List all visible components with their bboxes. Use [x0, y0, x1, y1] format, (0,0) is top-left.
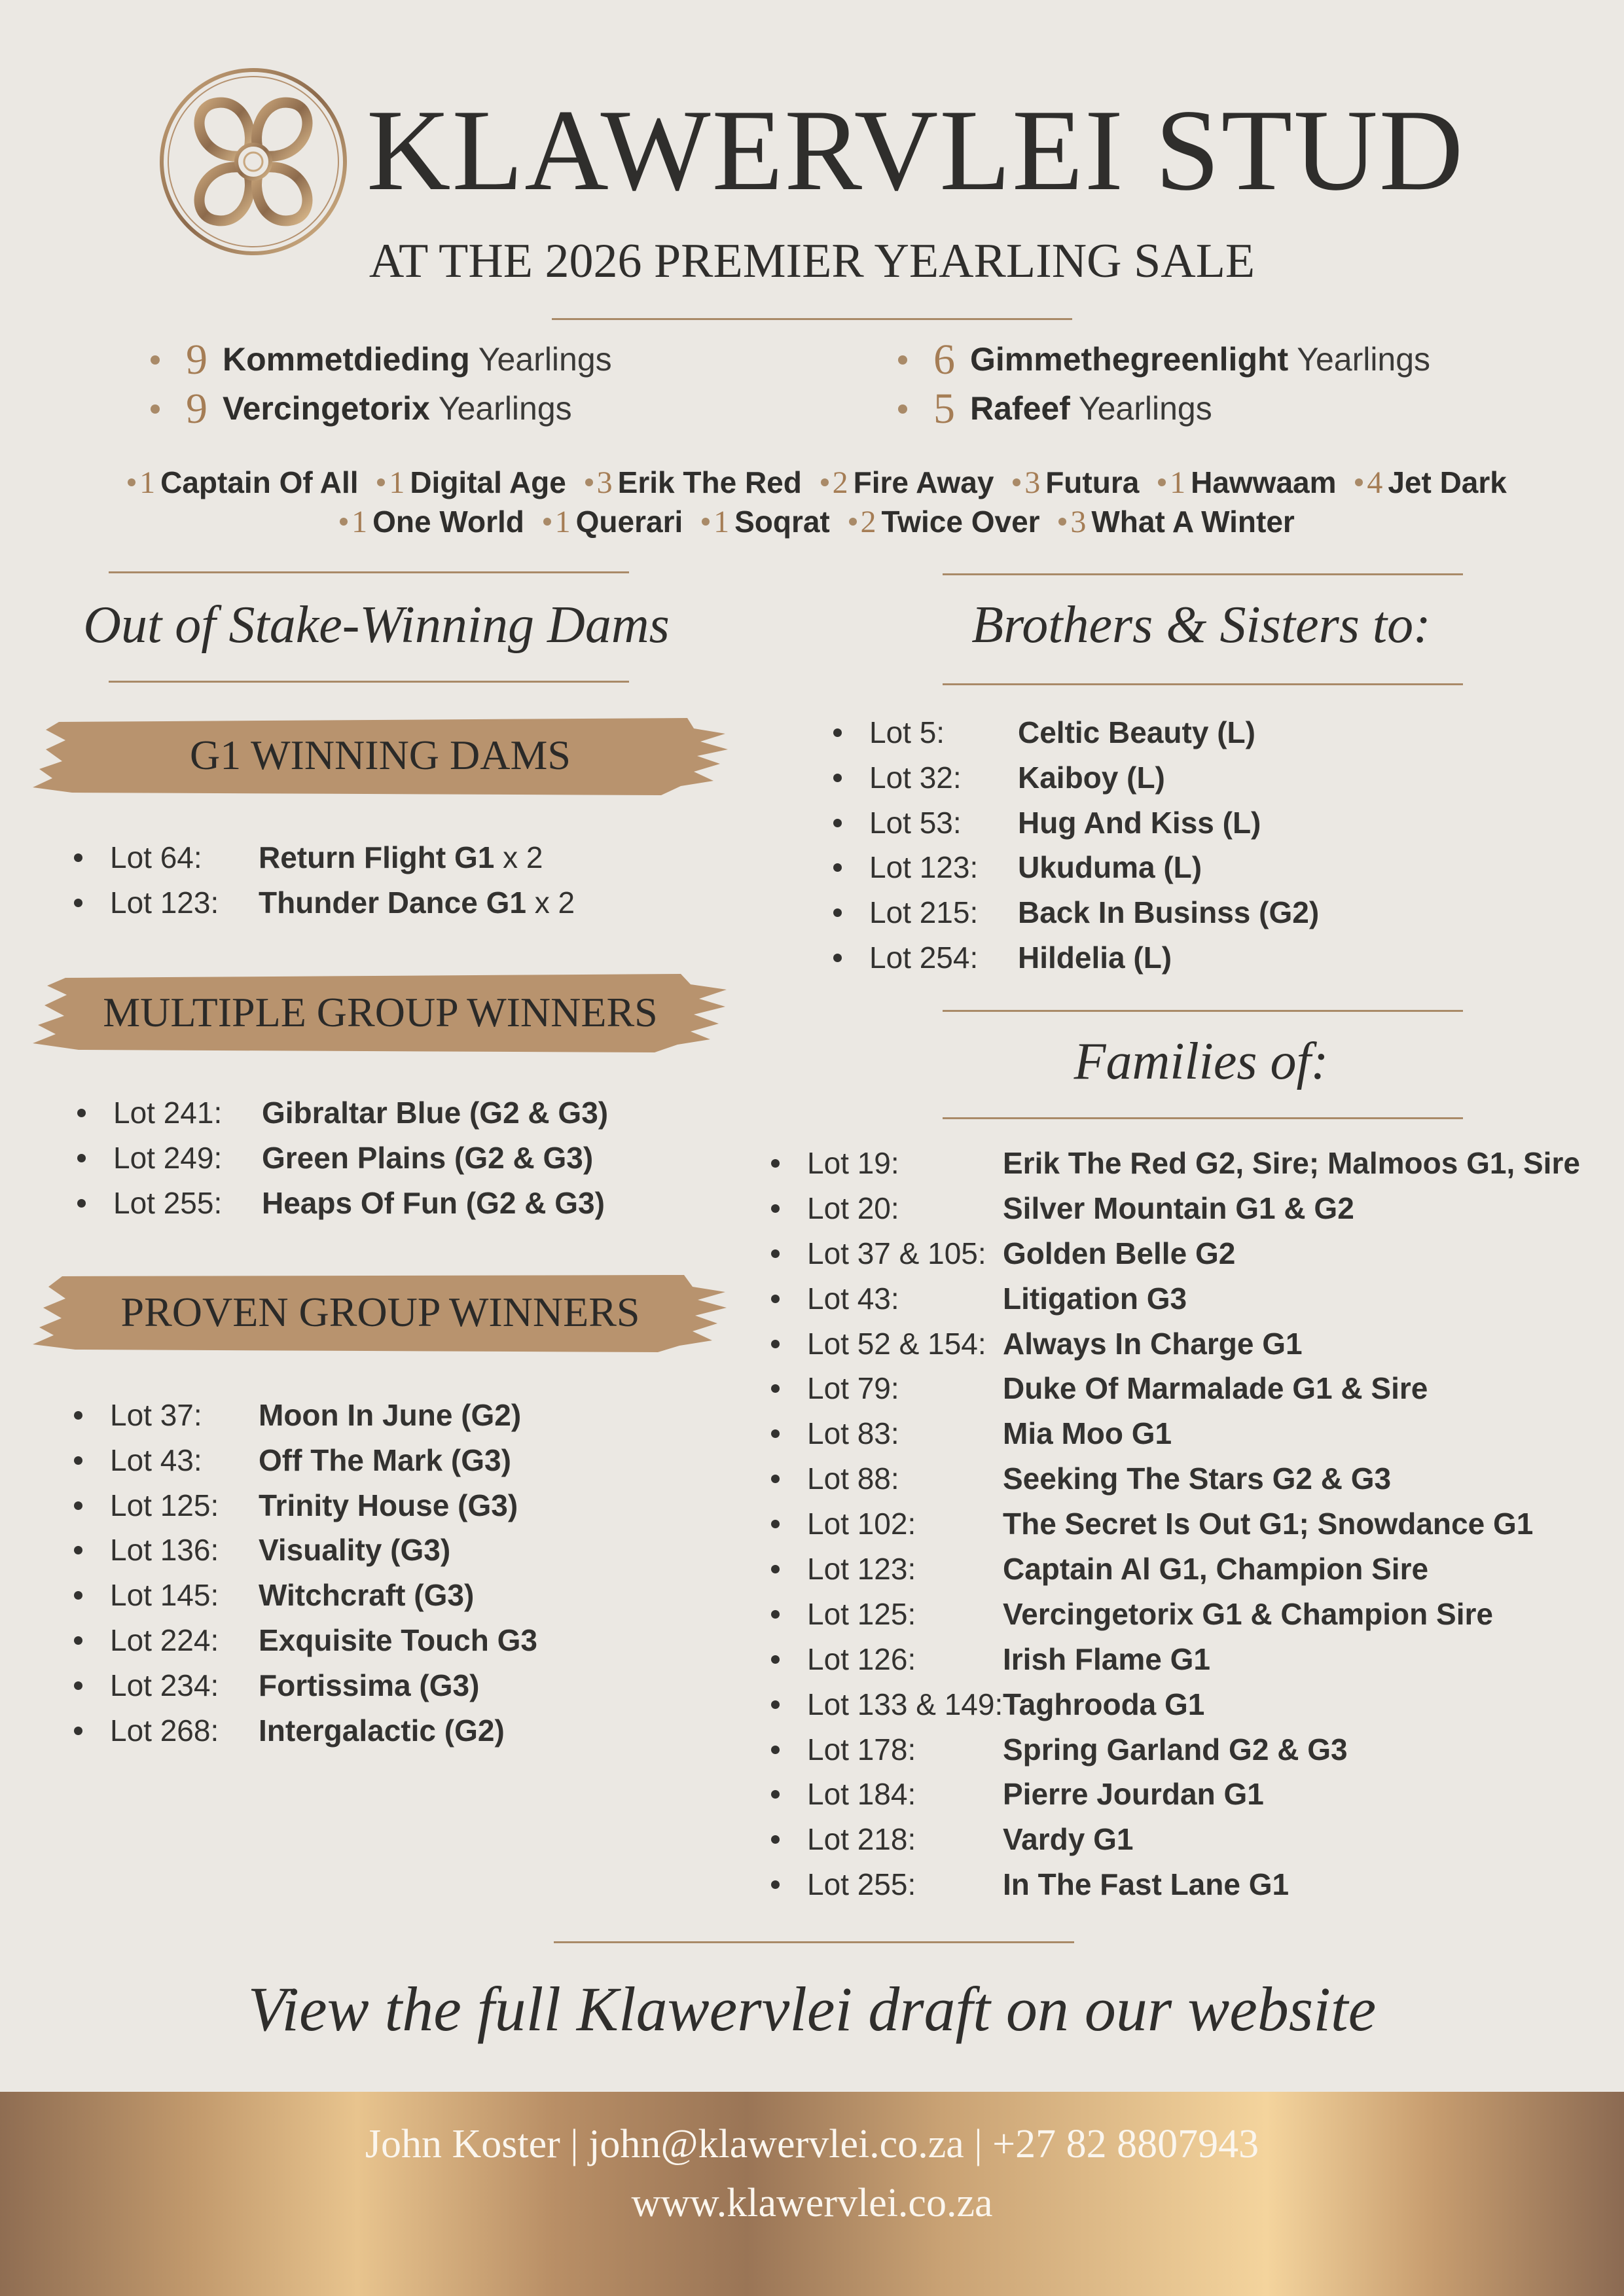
list-item: [74, 1528, 702, 1573]
list-item: [833, 710, 1586, 755]
bullet-dot: [1013, 478, 1020, 486]
g1-dams-list: [74, 835, 702, 925]
bullet-dot: [771, 1384, 780, 1393]
bullet-dot: [771, 1249, 780, 1258]
bullet-dot: [771, 1204, 780, 1213]
list-item: [771, 1862, 1615, 1907]
bullet-dot: [543, 518, 551, 526]
horse-name: Witchcraft (G3): [259, 1578, 475, 1613]
banner-g1-winning-dams: [33, 715, 728, 795]
sire-entry: 1 Querari: [533, 505, 683, 539]
footer-contact: John Koster | john@klawervlei.co.za | +27 82 8807943: [365, 2122, 1259, 2166]
horse-name: Ukuduma (L): [1018, 850, 1202, 885]
horse-name: Off The Mark (G3): [259, 1443, 511, 1477]
horse-name: Celtic Beauty (L): [1018, 715, 1255, 749]
lot-number: Lot 133 & 149:: [807, 1687, 1003, 1721]
sire-name: Gimmethegreenlight: [970, 341, 1289, 378]
list-item: [771, 1637, 1615, 1682]
banner-title: PROVEN GROUP WINNERS: [120, 1289, 640, 1335]
family-name: Litigation G3: [1003, 1281, 1187, 1316]
list-item: [771, 1547, 1615, 1592]
lot-number: Lot 255:: [807, 1867, 916, 1902]
horse-name: Visuality (G3): [259, 1533, 451, 1568]
horse-name: Moon In June (G2): [259, 1398, 522, 1432]
section-heading-stake-dams: Out of Stake-Winning Dams: [83, 596, 670, 654]
bullet-dot: [771, 1610, 780, 1619]
list-item: [898, 384, 1585, 433]
yearling-count: 9: [186, 385, 208, 433]
lot-number: Lot 234:: [110, 1668, 219, 1702]
bullet-dot: [151, 404, 160, 414]
bullet-dot: [74, 853, 82, 862]
family-name: Silver Mountain G1 & G2: [1003, 1191, 1354, 1225]
yearlings-label: Yearlings: [478, 341, 612, 378]
banner-multiple-group-winners: [33, 973, 728, 1052]
proven-group-winners-list: [74, 1393, 702, 1753]
bullet-dot: [833, 774, 842, 782]
horse-name: Trinity House (G3): [259, 1488, 518, 1522]
list-item: [898, 335, 1585, 384]
sire-entry: 1 Hawwaam: [1147, 465, 1336, 499]
sire-entry: 2 Fire Away: [810, 465, 994, 499]
lot-number: Lot 19:: [807, 1146, 899, 1180]
divider: [552, 318, 1072, 320]
yearlings-label: Yearlings: [1078, 390, 1212, 427]
lot-number: Lot 37:: [110, 1398, 202, 1432]
lot-number: Lot 145:: [110, 1578, 219, 1613]
lot-number: Lot 43:: [110, 1443, 202, 1477]
bullet-dot: [771, 1746, 780, 1754]
lot-number: Lot 123:: [807, 1552, 916, 1587]
horse-name: Fortissima (G3): [259, 1668, 480, 1702]
list-item: [74, 1618, 702, 1663]
sire-entry: 1 One World: [329, 505, 524, 539]
page-subtitle: AT THE 2026 PREMIER YEARLING SALE: [369, 234, 1255, 288]
bullet-dot: [74, 1456, 82, 1465]
bullet-dot: [74, 1727, 82, 1735]
list-item: [77, 1181, 706, 1226]
list-item: [74, 1393, 702, 1438]
horse-name: Green Plains (G2 & G3): [262, 1140, 594, 1175]
lot-number: Lot 64:: [110, 840, 202, 874]
bullet-dot: [74, 1501, 82, 1510]
banner-title: MULTIPLE GROUP WINNERS: [103, 989, 658, 1035]
list-item: [77, 1136, 706, 1181]
list-item: [771, 1366, 1615, 1411]
win-multiplier: x 2: [494, 840, 543, 874]
yearlings-list-left: [151, 335, 740, 433]
family-name: Irish Flame G1: [1003, 1641, 1211, 1676]
section-heading-siblings: Brothers & Sisters to:: [971, 596, 1431, 654]
list-item: [74, 880, 702, 925]
list-item: [771, 1276, 1615, 1321]
family-name: The Secret Is Out G1; Snowdance G1: [1003, 1507, 1534, 1541]
list-item: [771, 1817, 1615, 1862]
list-item: [833, 800, 1586, 846]
yearlings-label: Yearlings: [438, 390, 572, 427]
lot-number: Lot 79:: [807, 1371, 899, 1406]
bullet-dot: [833, 819, 842, 827]
footer-website-link[interactable]: www.klawervlei.co.za: [631, 2181, 993, 2225]
family-name: Vercingetorix G1 & Champion Sire: [1003, 1596, 1493, 1631]
family-name: Vardy G1: [1003, 1822, 1134, 1857]
yearling-count: 5: [933, 385, 955, 433]
divider: [943, 573, 1463, 575]
bullet-dot: [77, 1109, 86, 1117]
list-item: [74, 835, 702, 880]
other-sires-line-1: [0, 463, 1624, 503]
horse-name: Hug And Kiss (L): [1018, 805, 1261, 840]
family-name: Always In Charge G1: [1003, 1326, 1303, 1361]
bullet-dot: [821, 478, 829, 486]
lot-number: Lot 268:: [110, 1713, 219, 1748]
bullet-dot: [771, 1340, 780, 1348]
lot-number: Lot 20:: [807, 1191, 899, 1225]
sire-name: Rafeef: [970, 390, 1070, 427]
lot-number: Lot 184:: [807, 1777, 916, 1812]
dam-name: Thunder Dance G1: [259, 885, 526, 920]
lot-number: Lot 215:: [869, 895, 979, 930]
sire-name: Kommetdieding: [223, 341, 470, 378]
list-item: [74, 1663, 702, 1708]
yearlings-label: Yearlings: [1297, 341, 1431, 378]
lot-number: Lot 53:: [869, 805, 962, 840]
yearling-count: 9: [186, 336, 208, 384]
divider: [554, 1941, 1074, 1943]
family-name: Golden Belle G2: [1003, 1236, 1236, 1270]
list-item: [151, 335, 740, 384]
website-cta: View the full Klawervlei draft on our website: [247, 1974, 1377, 2044]
lot-number: Lot 249:: [113, 1140, 223, 1175]
other-sires-line-2: [0, 502, 1624, 542]
bullet-dot: [771, 1429, 780, 1438]
family-name: In The Fast Lane G1: [1003, 1867, 1290, 1902]
sire-entry: 3 Erik The Red: [575, 465, 802, 499]
list-item: [771, 1456, 1615, 1501]
bullet-dot: [898, 355, 907, 365]
sire-entry: 1 Captain Of All: [117, 465, 358, 499]
divider: [109, 681, 629, 683]
bullet-dot: [849, 518, 857, 526]
bullet-dot: [377, 478, 385, 486]
family-name: Pierre Jourdan G1: [1003, 1777, 1264, 1812]
list-item: [833, 890, 1586, 935]
banner-title: G1 WINNING DAMS: [190, 732, 571, 778]
lot-number: Lot 218:: [807, 1822, 916, 1857]
bullet-dot: [128, 478, 135, 486]
list-item: [151, 384, 740, 433]
sire-name: Vercingetorix: [223, 390, 430, 427]
lot-number: Lot 123:: [110, 885, 219, 920]
horse-name: Gibraltar Blue (G2 & G3): [262, 1096, 609, 1130]
list-item: [77, 1090, 706, 1136]
bullet-dot: [74, 1681, 82, 1690]
list-item: [74, 1708, 702, 1753]
list-item: [771, 1141, 1615, 1186]
bullet-dot: [74, 899, 82, 907]
bullet-dot: [702, 518, 710, 526]
lot-number: Lot 102:: [807, 1507, 916, 1541]
bullet-dot: [833, 728, 842, 737]
sire-entry: 3 What A Winter: [1048, 505, 1294, 539]
bullet-dot: [771, 1880, 780, 1889]
bullet-dot: [151, 355, 160, 365]
lot-number: Lot 88:: [807, 1462, 899, 1496]
bullet-dot: [1355, 478, 1363, 486]
list-item: [771, 1186, 1615, 1231]
list-item: [771, 1682, 1615, 1727]
lot-number: Lot 241:: [113, 1096, 223, 1130]
family-name: Duke Of Marmalade G1 & Sire: [1003, 1371, 1428, 1406]
list-item: [833, 935, 1586, 980]
bullet-dot: [898, 404, 907, 414]
horse-name: Intergalactic (G2): [259, 1713, 505, 1748]
family-name: Seeking The Stars G2 & G3: [1003, 1462, 1392, 1496]
bullet-dot: [340, 518, 348, 526]
sire-entry: 2 Twice Over: [839, 505, 1040, 539]
banner-proven-group-winners: [33, 1272, 728, 1352]
list-item: [74, 1573, 702, 1618]
lot-number: Lot 5:: [869, 715, 945, 749]
bullet-dot: [771, 1159, 780, 1168]
list-item: [74, 1438, 702, 1483]
lot-number: Lot 32:: [869, 760, 962, 795]
bullet-dot: [77, 1154, 86, 1162]
bullet-dot: [771, 1700, 780, 1709]
dam-name: Return Flight G1: [259, 840, 495, 874]
bullet-dot: [833, 954, 842, 962]
lot-number: Lot 255:: [113, 1185, 223, 1220]
list-item: [771, 1772, 1615, 1817]
list-item: [771, 1592, 1615, 1637]
divider: [943, 683, 1463, 685]
list-item: [771, 1727, 1615, 1772]
bullet-dot: [1058, 518, 1066, 526]
section-heading-families: Families of:: [1074, 1033, 1329, 1090]
lot-number: Lot 52 & 154:: [807, 1326, 986, 1361]
bullet-dot: [833, 908, 842, 917]
bullet-dot: [771, 1790, 780, 1799]
bullet-dot: [77, 1199, 86, 1208]
sire-entry: 1 Digital Age: [367, 465, 566, 499]
bullet-dot: [833, 863, 842, 872]
lot-number: Lot 125:: [807, 1596, 916, 1631]
yearling-count: 6: [933, 336, 955, 384]
list-item: [771, 1411, 1615, 1456]
lot-number: Lot 43:: [807, 1281, 899, 1316]
lot-number: Lot 123:: [869, 850, 979, 885]
sire-entry: 3 Futura: [1002, 465, 1139, 499]
bullet-dot: [74, 1546, 82, 1554]
list-item: [771, 1501, 1615, 1547]
horse-name: Heaps Of Fun (G2 & G3): [262, 1185, 605, 1220]
bullet-dot: [1158, 478, 1166, 486]
siblings-list: [833, 710, 1586, 980]
families-list: [771, 1141, 1615, 1907]
lot-number: Lot 125:: [110, 1488, 219, 1522]
lot-number: Lot 224:: [110, 1623, 219, 1657]
family-name: Mia Moo G1: [1003, 1416, 1172, 1451]
sire-entry: 4 Jet Dark: [1344, 465, 1507, 499]
list-item: [833, 845, 1586, 890]
list-item: [771, 1321, 1615, 1367]
horse-name: Back In Businss (G2): [1018, 895, 1320, 930]
bullet-dot: [771, 1295, 780, 1303]
list-item: [771, 1231, 1615, 1276]
bullet-dot: [585, 478, 593, 486]
bullet-dot: [771, 1520, 780, 1528]
list-item: [833, 755, 1586, 800]
lot-number: Lot 37 & 105:: [807, 1236, 986, 1270]
lot-number: Lot 126:: [807, 1641, 916, 1676]
bullet-dot: [771, 1655, 780, 1664]
divider: [943, 1117, 1463, 1119]
horse-name: Hildelia (L): [1018, 940, 1172, 975]
stud-logo: [158, 67, 348, 257]
lot-number: Lot 83:: [807, 1416, 899, 1451]
list-item: [74, 1483, 702, 1528]
family-name: Taghrooda G1: [1003, 1687, 1205, 1721]
page-title: KLAWERVLEI STUD: [367, 85, 1465, 215]
lot-number: Lot 178:: [807, 1732, 916, 1767]
family-name: Erik The Red G2, Sire; Malmoos G1, Sire: [1003, 1146, 1580, 1180]
family-name: Captain Al G1, Champion Sire: [1003, 1552, 1429, 1587]
bullet-dot: [771, 1565, 780, 1573]
lot-number: Lot 136:: [110, 1533, 219, 1568]
bullet-dot: [771, 1475, 780, 1483]
horse-name: Exquisite Touch G3: [259, 1623, 537, 1657]
family-name: Spring Garland G2 & G3: [1003, 1732, 1348, 1767]
win-multiplier: x 2: [526, 885, 575, 920]
bullet-dot: [74, 1411, 82, 1420]
multiple-group-winners-list: [77, 1090, 706, 1225]
horse-name: Kaiboy (L): [1018, 760, 1165, 795]
lot-number: Lot 254:: [869, 940, 979, 975]
divider: [943, 1010, 1463, 1012]
sire-entry: 1 Soqrat: [691, 505, 830, 539]
bullet-dot: [74, 1591, 82, 1600]
bullet-dot: [771, 1835, 780, 1844]
divider: [109, 571, 629, 573]
yearlings-list-right: [898, 335, 1585, 433]
bullet-dot: [74, 1636, 82, 1645]
